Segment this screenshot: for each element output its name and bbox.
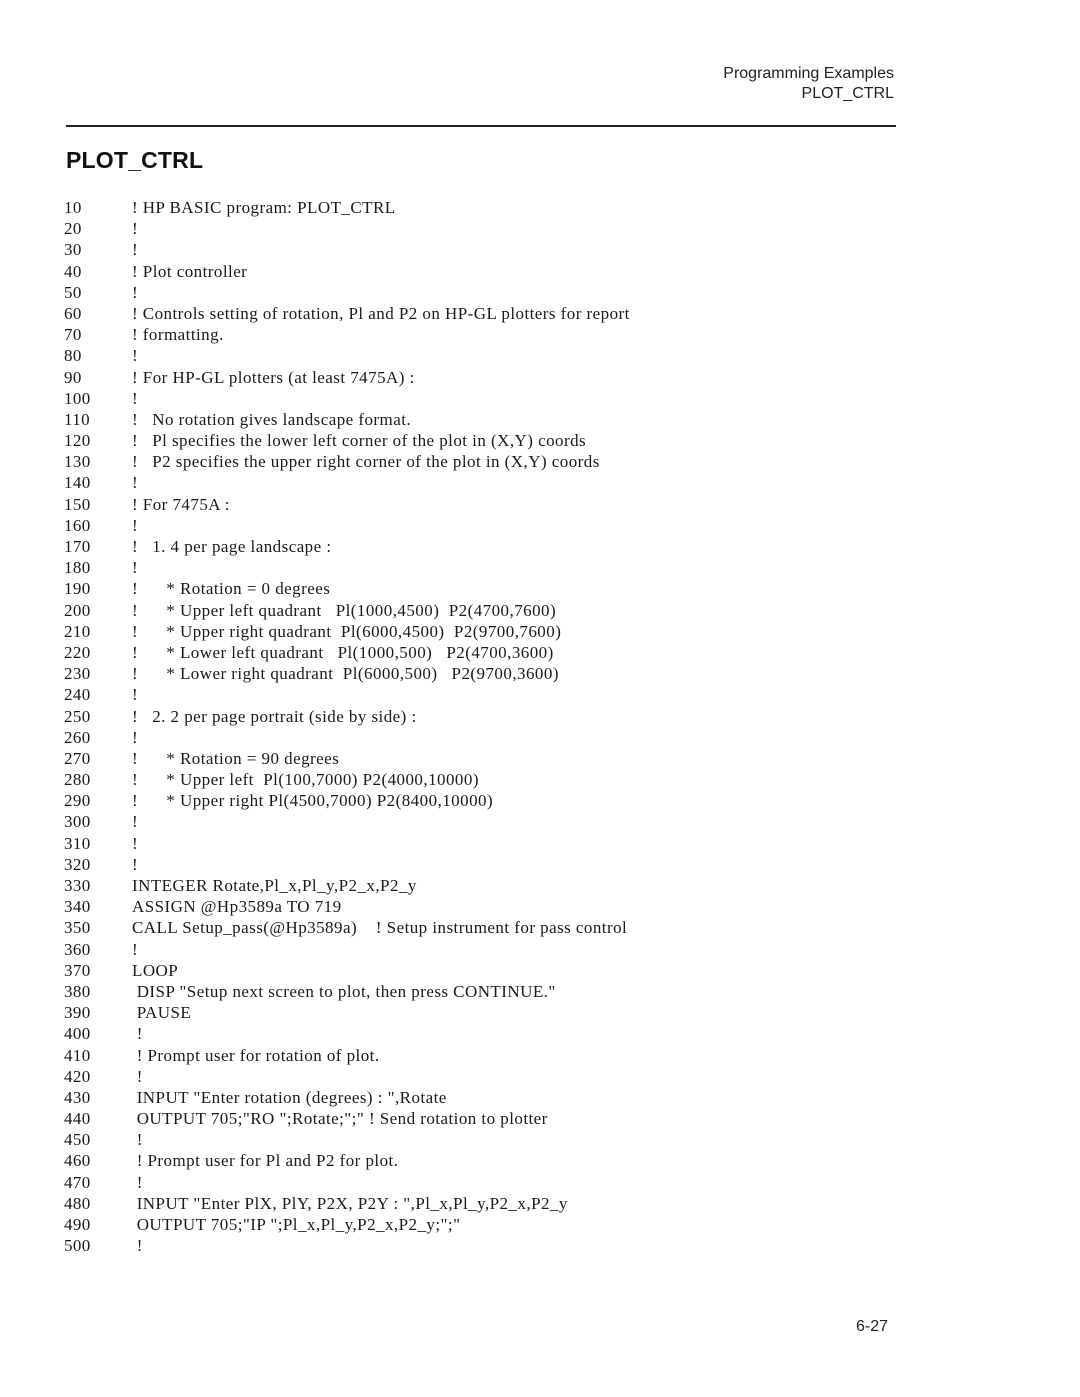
line-number: 310 [64,833,91,853]
line-number: 170 [64,537,91,556]
code-line [64,197,630,218]
line-number: 110 [64,409,91,429]
line-code: ! [132,1066,143,1086]
running-header [723,64,894,104]
line-number: 290 [64,791,91,811]
code-line [64,1214,630,1235]
line-number: 440 [64,1109,91,1129]
line-code: ! P2 specifies the upper right corner of the plot in (X,Y) coords [132,452,600,472]
code-line [64,430,630,451]
code-line [64,939,630,960]
line-code: ! formatting. [132,325,224,345]
line-number: 270 [64,748,91,768]
line-number: 100 [64,388,91,408]
line-code: ASSIGN @Hp3589a TO 719 [132,897,342,917]
line-number: 250 [64,706,91,726]
line-code: ! Controls setting of rotation, Pl and P2 on HP-GL plotters for report [132,303,630,323]
line-number: 460 [64,1151,91,1171]
line-number: 20 [64,219,82,239]
code-line [64,472,630,493]
line-number: 280 [64,770,91,790]
line-number: 90 [64,367,82,387]
line-number: 60 [64,303,82,323]
code-line [64,600,630,621]
line-code: CALL Setup_pass(@Hp3589a) ! Setup instrument for pass control [132,918,628,938]
code-line [64,282,630,303]
code-line [64,1023,630,1044]
line-number: 380 [64,981,91,1001]
line-number: 230 [64,664,91,684]
line-number: 430 [64,1087,91,1107]
line-code: ! [132,727,139,747]
line-code: ! Prompt user for Pl and P2 for plot. [132,1151,399,1171]
line-number: 40 [64,261,82,281]
line-code: ! Plot controller [132,261,248,281]
line-code: ! Prompt user for rotation of plot. [132,1045,380,1065]
line-number: 370 [64,960,91,980]
line-code: INTEGER Rotate,Pl_x,Pl_y,P2_x,P2_y [132,876,417,895]
line-code: OUTPUT 705;"RO ";Rotate;";" ! Send rotation to plotter [132,1109,548,1129]
code-line [64,1002,630,1023]
code-line [64,1193,630,1214]
code-line [64,303,630,324]
line-code: ! No rotation gives landscape format. [132,409,412,429]
line-number: 360 [64,939,91,959]
line-number: 220 [64,642,91,662]
line-code: ! 1. 4 per page landscape : [132,537,332,556]
line-number: 180 [64,558,91,578]
line-number: 260 [64,727,91,747]
code-line [64,1129,630,1150]
line-code: ! * Rotation = 90 degrees [132,748,340,768]
line-code: ! [132,812,139,832]
line-code: INPUT "Enter rotation (degrees) : ",Rotate [132,1087,447,1107]
line-code: ! * Lower left quadrant Pl(1000,500) P2(4700,3600) [132,642,554,662]
code-line [64,494,630,515]
line-code: ! [132,685,139,705]
line-number: 390 [64,1003,91,1023]
code-line [64,1066,630,1087]
code-line [64,451,630,472]
line-code: PAUSE [132,1003,192,1023]
header-rule [66,125,896,127]
code-line [64,769,630,790]
line-code: ! [132,515,139,535]
code-line [64,875,630,896]
code-line [64,706,630,727]
code-line [64,239,630,260]
line-code: LOOP [132,960,179,980]
line-number: 130 [64,452,91,472]
code-line [64,833,630,854]
header-section: Programming Examples [723,65,894,82]
line-number: 340 [64,897,91,917]
line-number: 30 [64,240,82,260]
code-line [64,917,630,938]
code-line [64,388,630,409]
code-line [64,811,630,832]
line-number: 10 [64,198,82,217]
line-number: 210 [64,621,91,641]
line-code: ! [132,939,139,959]
code-line [64,854,630,875]
line-number: 190 [64,579,91,599]
code-line [64,557,630,578]
line-code: ! For 7475A : [132,494,230,514]
code-line [64,409,630,430]
code-line [64,663,630,684]
line-number: 490 [64,1215,91,1234]
code-line [64,367,630,388]
line-number: 470 [64,1172,91,1192]
line-number: 50 [64,282,82,302]
code-line [64,1235,630,1256]
code-line [64,1045,630,1066]
line-code: ! [132,833,139,853]
line-code: ! [132,1172,143,1192]
page-title: PLOT_CTRL [66,147,204,173]
line-code: ! * Upper right Pl(4500,7000) P2(8400,10000) [132,791,494,811]
line-code: ! [132,1130,143,1150]
line-number: 420 [64,1066,91,1086]
code-line [64,1150,630,1171]
code-line [64,1087,630,1108]
line-code: ! * Lower right quadrant Pl(6000,500) P2(9700,3600) [132,664,559,684]
code-line [64,748,630,769]
line-number: 330 [64,876,91,895]
line-code: ! [132,219,139,239]
code-line [64,515,630,536]
code-line [64,218,630,239]
header-topic: PLOT_CTRL [801,85,894,102]
code-line [64,621,630,642]
line-code: ! Pl specifies the lower left corner of the plot in (X,Y) coords [132,431,587,451]
line-code: ! [132,1024,143,1044]
line-code: ! [132,388,139,408]
line-code: ! [132,346,139,366]
code-line [64,684,630,705]
line-number: 350 [64,918,91,938]
code-line [64,1172,630,1193]
line-number: 70 [64,325,82,345]
line-number: 150 [64,494,91,514]
code-line [64,981,630,1002]
code-line [64,790,630,811]
line-number: 320 [64,854,91,874]
code-line [64,578,630,599]
line-code: ! * Rotation = 0 degrees [132,579,331,599]
line-number: 300 [64,812,91,832]
line-number: 80 [64,346,82,366]
line-number: 410 [64,1045,91,1065]
code-line [64,345,630,366]
line-code: INPUT "Enter PlX, PlY, P2X, P2Y : ",Pl_x,Pl_y,P2_x,P2_y [132,1193,568,1213]
line-number: 450 [64,1130,91,1150]
code-listing [64,197,630,1256]
line-number: 200 [64,600,91,620]
code-line [64,642,630,663]
line-code: ! 2. 2 per page portrait (side by side) : [132,706,417,726]
line-code: ! [132,240,139,260]
code-line [64,261,630,282]
line-code: ! HP BASIC program: PLOT_CTRL [132,198,396,217]
line-number: 140 [64,473,91,493]
line-code: ! [132,558,139,578]
line-code: ! [132,282,139,302]
line-number: 480 [64,1193,91,1213]
page-number: 6-27 [855,1318,888,1335]
line-number: 240 [64,685,91,705]
code-line [64,536,630,557]
code-line [64,960,630,981]
code-line [64,727,630,748]
code-line [64,1108,630,1129]
line-code: ! [132,1236,143,1256]
line-code: ! [132,473,139,493]
line-number: 120 [64,431,91,451]
line-code: OUTPUT 705;"IP ";Pl_x,Pl_y,P2_x,P2_y;";" [132,1215,461,1234]
line-code: ! * Upper right quadrant Pl(6000,4500) P2(9700,7600) [132,621,562,641]
line-number: 160 [64,515,91,535]
line-code: ! [132,854,139,874]
line-code: ! * Upper left Pl(100,7000) P2(4000,10000) [132,770,479,790]
line-code: ! For HP-GL plotters (at least 7475A) : [132,367,415,387]
line-code: ! * Upper left quadrant Pl(1000,4500) P2(4700,7600) [132,600,557,620]
code-line [64,896,630,917]
line-code: DISP "Setup next screen to plot, then press CONTINUE." [132,981,556,1001]
line-number: 400 [64,1024,91,1044]
code-line [64,324,630,345]
line-number: 500 [64,1236,91,1256]
